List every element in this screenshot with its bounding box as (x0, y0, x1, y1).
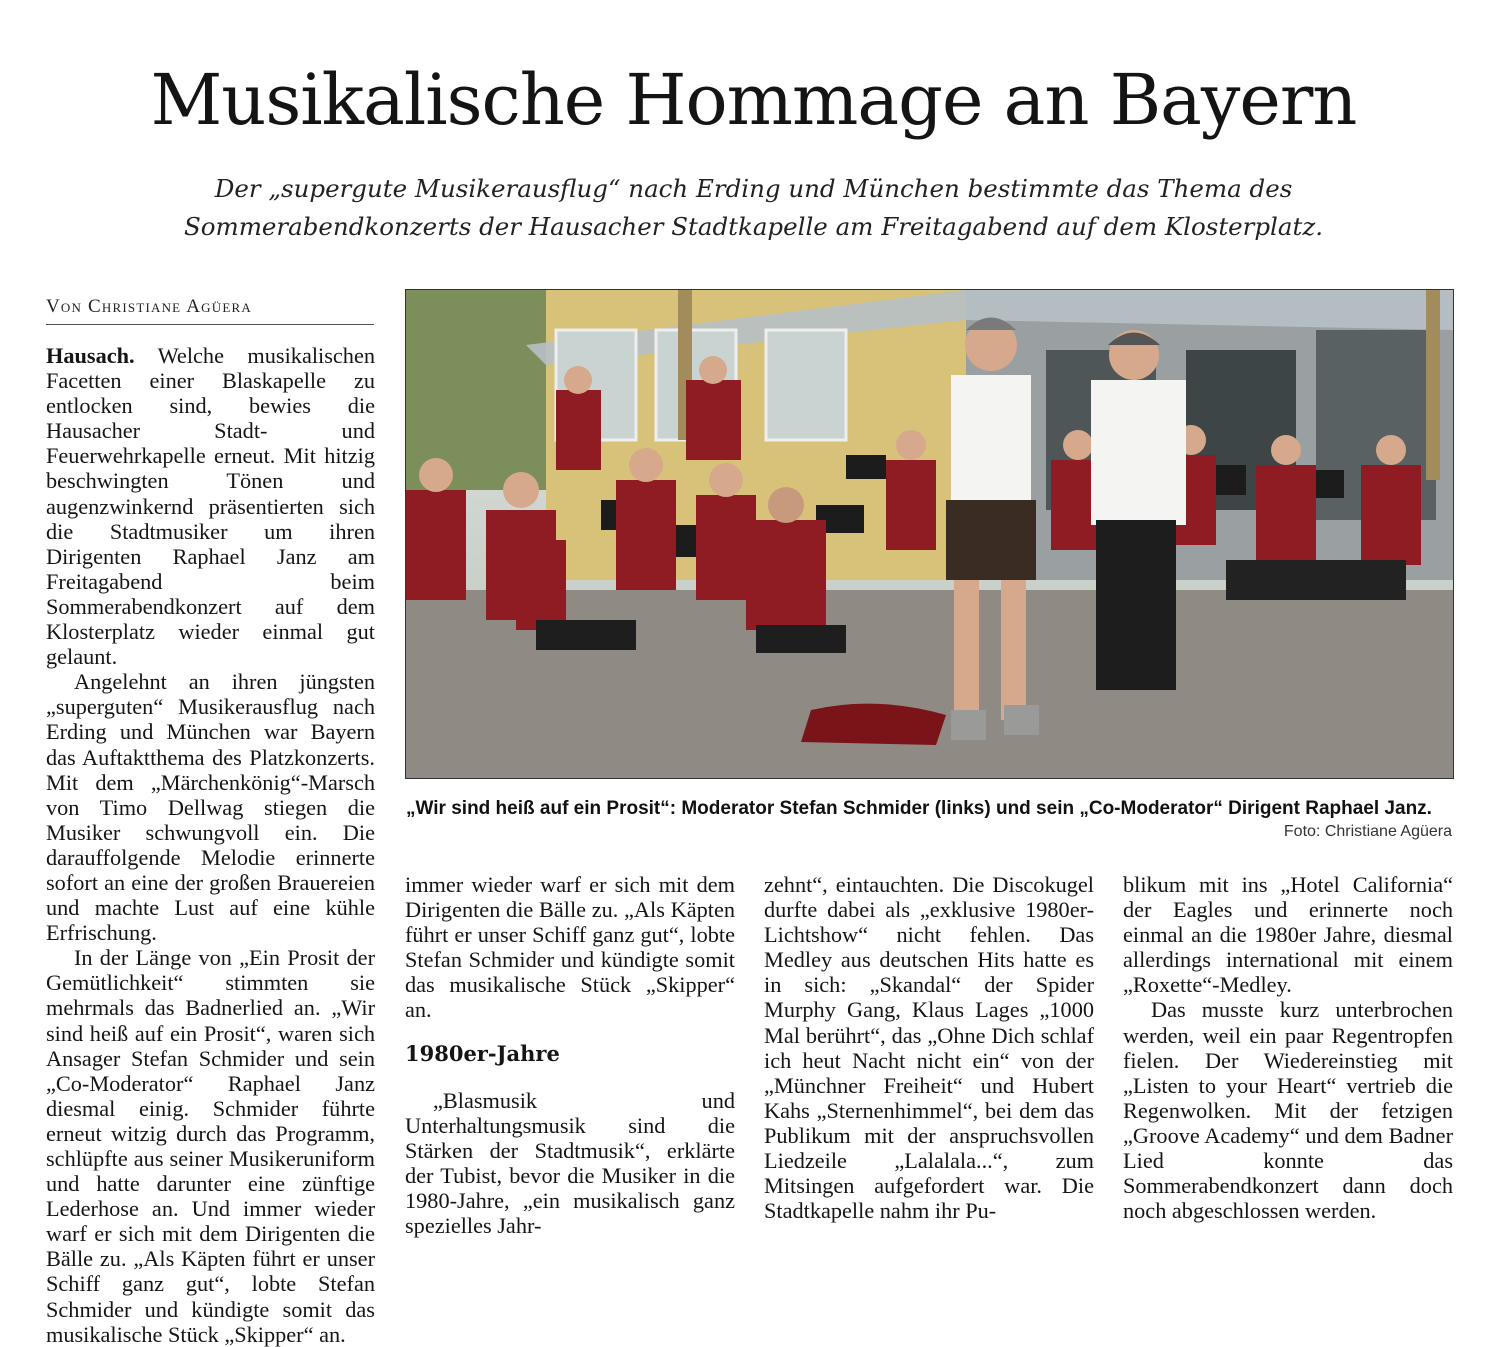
continued-text: immer wieder warf er sich mit dem Dirigenten die Bälle zu. „Als Käpten führt er unser Schiff ganz gut“, lobte Stefan Schmider und kündigte somit das musikalische Stück „Skipper“ an. (405, 872, 735, 1023)
dateline: Hausach. (46, 343, 135, 368)
paragraph-4: „Blasmusik und Unterhaltungsmusik sind die Stärken der Stadtmusik“, erklärte der Tubist, bevor die Musiker in die 1980-Jahre, „ein musikalisch ganz spezielles Jahr- (405, 1087, 735, 1239)
article-column-4 (1123, 872, 1453, 1223)
subheadline (60, 170, 1447, 246)
lead-paragraph (46, 343, 375, 669)
article-column-1 (46, 343, 375, 1347)
subheadline-line-1: Der „supergute Musikerausflug“ nach Erding und München bestimmte das Thema des (214, 174, 1293, 203)
paragraph-2: Angelehnt an ihren jüngsten „superguten“ Musikerausflug nach Erding und München war Bayern das Auftaktthema des Platzkonzerts. Mit dem „Märchenkönig“-Marsch von Timo Dellwag stiegen die Musiker schwungvoll ein. Die darauffolgende Melodie erinnerte sofort an eine der großen Brauereien und machte Lust auf eine kühle Erfrischung. (46, 669, 375, 946)
subheadline-line-2: Sommerabendkonzerts der Hausacher Stadtkapelle am Freitagabend auf dem Klosterplatz. (183, 212, 1324, 241)
paragraph-3: In der Länge von „Ein Prosit der Gemütlichkeit“ stimmten sie mehrmals das Badnerlied an. „Wir sind heiß auf ein Prosit“, waren sich Ansager Stefan Schmider und sein „Co-Moderator“ Raphael Janz diesmal einig. Schmider führte erneut witzig durch das Programm, schlüpfte aus seiner Musikeruniform und hatte darunter eine zünftige Lederhose an. Und immer wieder warf er sich mit dem Dirigenten die Bälle zu. „Als Käpten führt er unser Schiff ganz gut“, lobte Stefan Schmider und kündigte somit das musikalische Stück „Skipper“ an. (46, 945, 375, 1347)
paragraph-5: Das musste kurz unterbrochen werden, weil ein paar Regentropfen fielen. Der Wiedereinstieg mit „Listen to your Heart“ vertrieb die Regenwolken. Mit der fetzigen „Groove Academy“ und dem Badner Lied konnte das Sommerabendkonzert dann doch noch abgeschlossen werden. (1123, 997, 1453, 1224)
concert-photo (405, 289, 1454, 779)
photo-illustration (406, 290, 1453, 778)
paragraph-4-end: blikum mit ins „Hotel California“ der Eagles und erinnerte noch einmal an die 1980er Jahre, diesmal allerdings international mit einem „Roxette“-Medley. (1123, 872, 1453, 998)
section-subheading: 1980er-Jahre (405, 1040, 560, 1066)
paragraph-4-cont: zehnt“, eintauchten. Die Discokugel durfte dabei als „exklusive 1980er-Lichtshow“ nicht fehlen. Das Medley aus deutschen Hits hatte es in sich: „Skandal“ der Spider Murphy Gang, Klaus Lages „1000 Mal berührt“, das „Ohne Dich schlaf ich heut Nacht nicht ein“ von der „Münchner Freiheit“ und Hubert Kahs „Sternenhimmel“, bei dem das Publikum mit der anspruchsvollen Liedzeile „Lalalala...“, zum Mitsingen aufgefordert war. Die Stadtkapelle nahm ihr Pu- (764, 872, 1094, 1224)
paragraph-1: Welche musikalischen Facetten einer Blaskapelle zu entlocken sind, bewies die Hausacher Stadt- und Feuerwehrkapelle erneut. Mit hitzig beschwingten Tönen und augenzwinkernd präsentierten sich die Stadtmusiker um ihren Dirigenten Raphael Janz am Freitagabend beim Sommerabendkonzert auf dem Klosterplatz wieder einmal gut gelaunt. (46, 343, 376, 670)
headline: Musikalische Hommage an Bayern (150, 59, 1357, 141)
article-column-2 (405, 872, 735, 1238)
article-column-3 (764, 872, 1094, 1223)
photo-credit: Foto: Christiane Agüera (1283, 823, 1452, 840)
byline: Von Christiane Agüera (46, 296, 374, 325)
co-moderator-figure (1091, 330, 1186, 690)
photo-caption: „Wir sind heiß auf ein Prosit“: Moderator Stefan Schmider (links) und sein „Co-Moderator“ Dirigent Raphael Janz. (406, 798, 1432, 819)
